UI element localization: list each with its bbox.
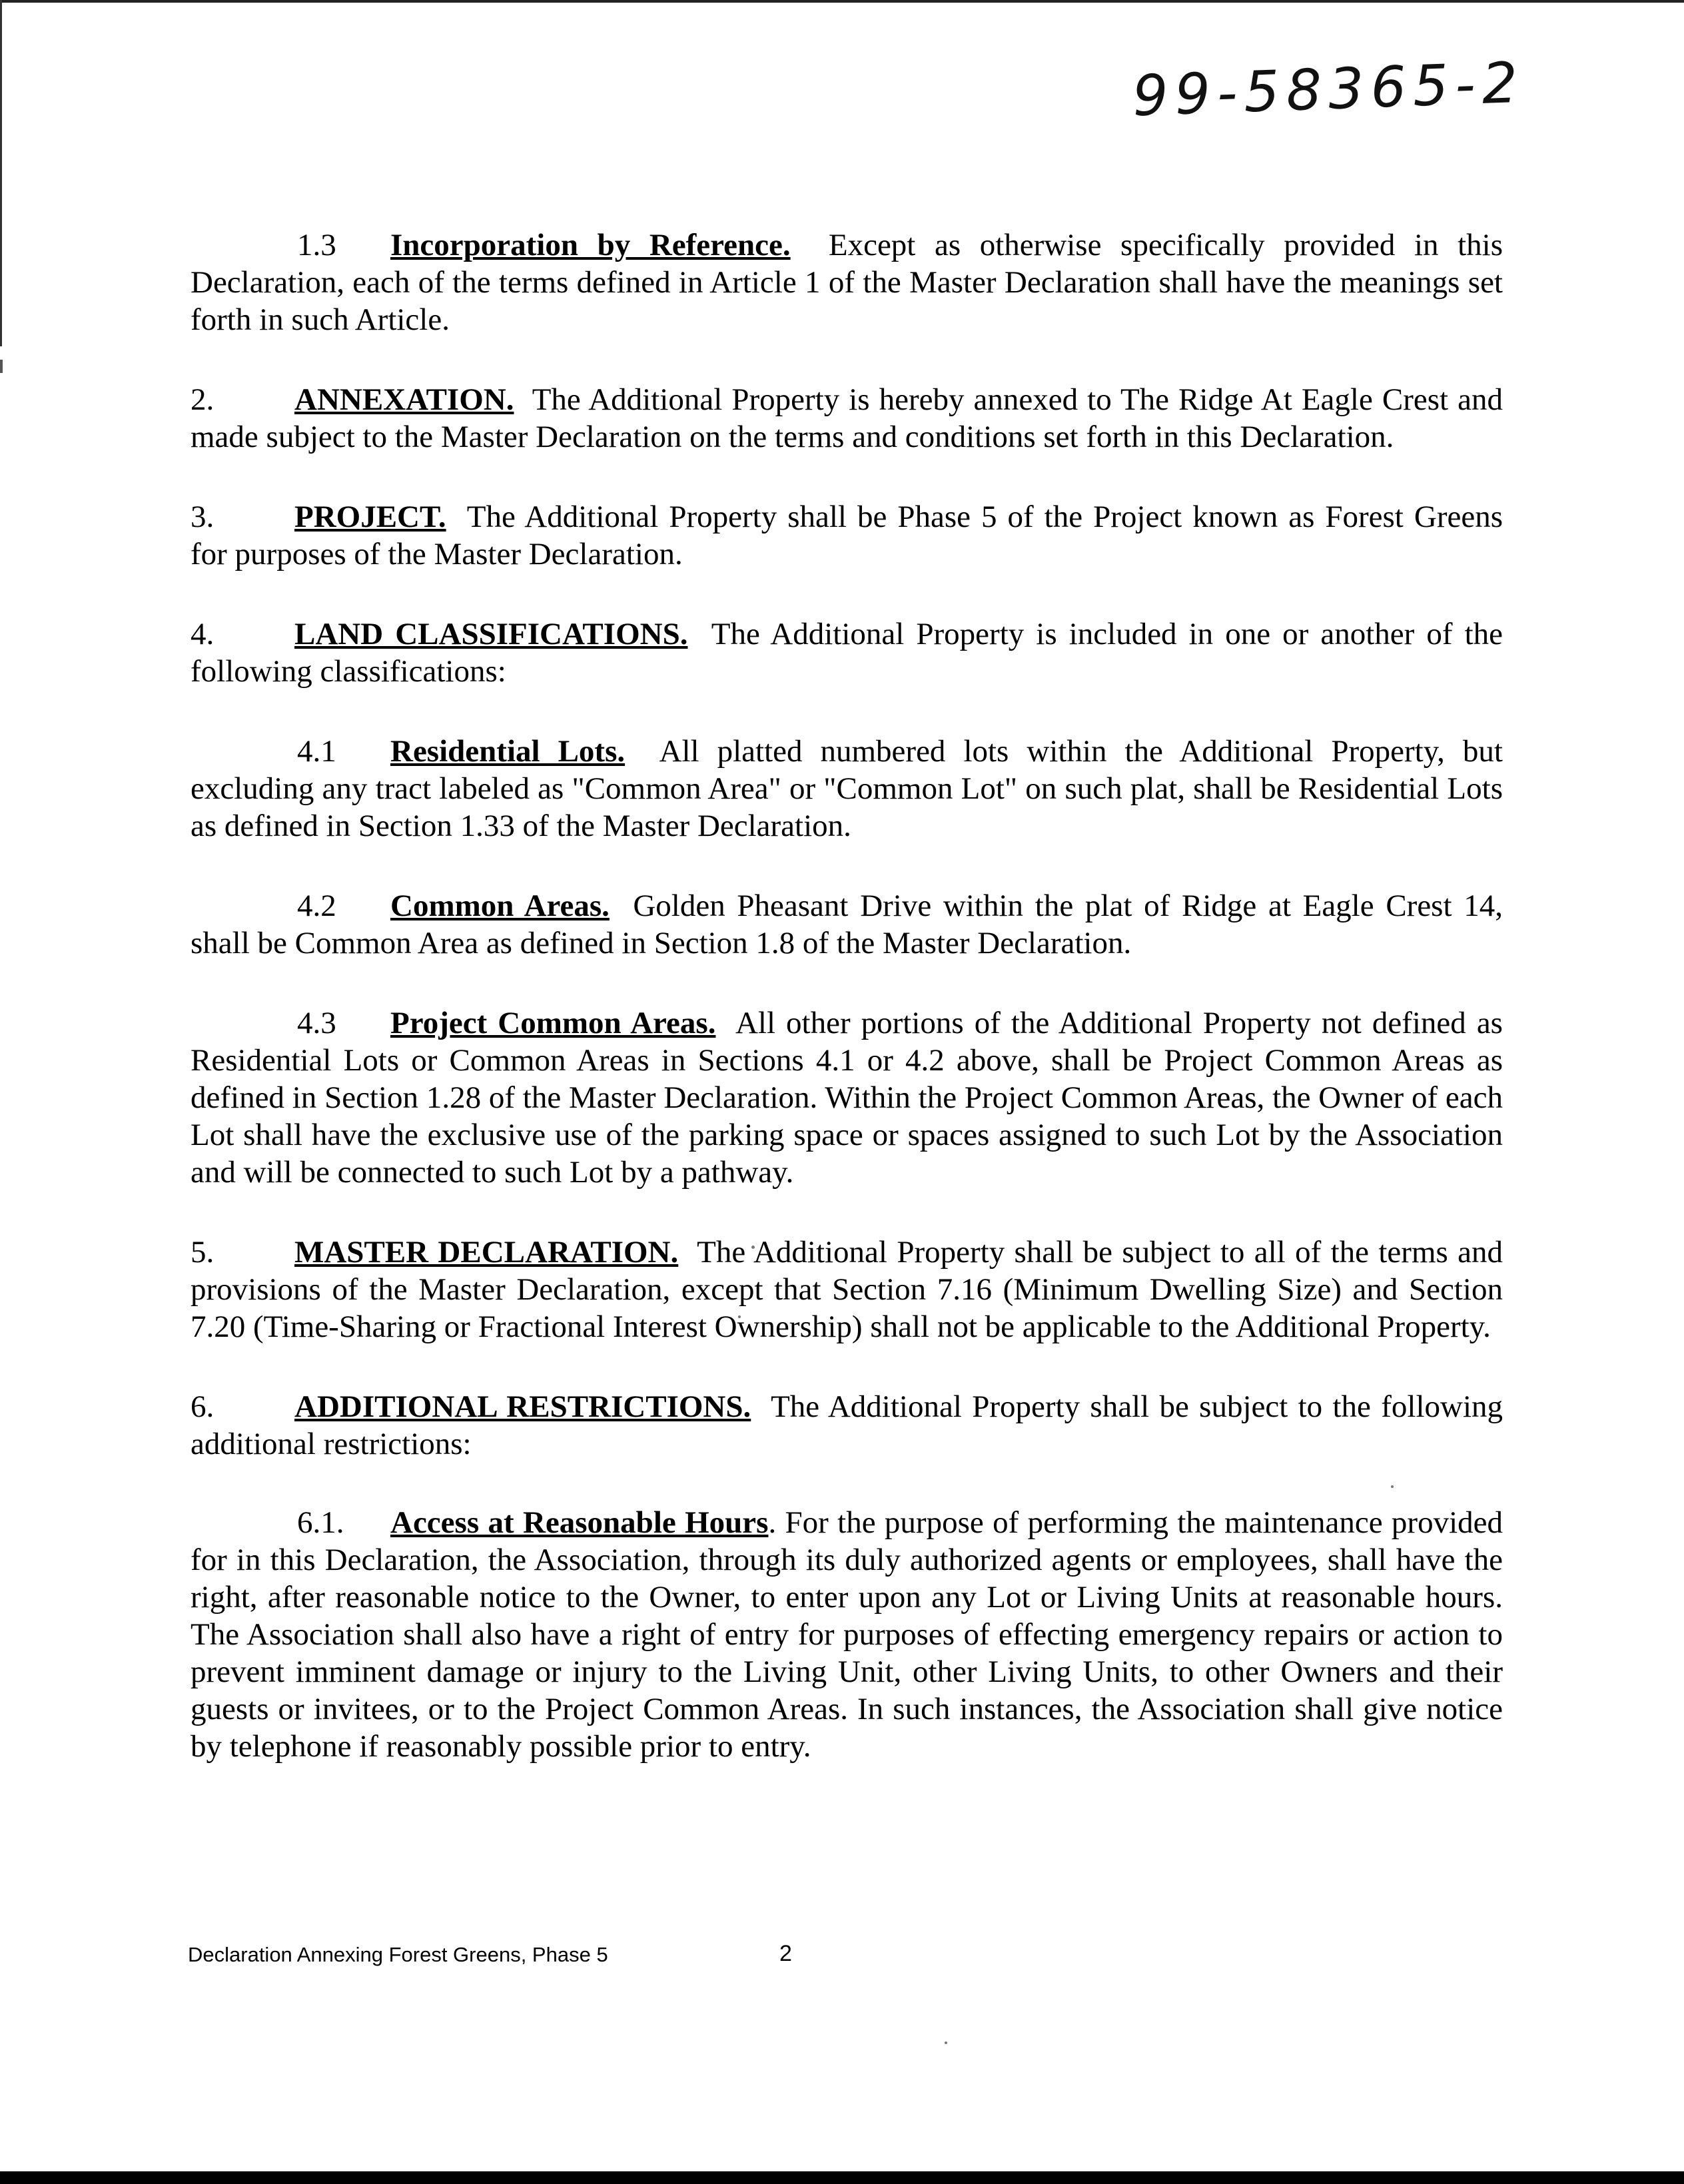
scan-edge-bottom bbox=[0, 2171, 1684, 2184]
section-6 bbox=[191, 1388, 1503, 1463]
section-3 bbox=[191, 498, 1503, 573]
section-number: 3. bbox=[191, 500, 214, 534]
section-number: 4.2 bbox=[297, 889, 336, 923]
section-text: The Additional Property shall be subject to the following additional restrictions: bbox=[191, 1389, 1503, 1461]
section-2 bbox=[191, 381, 1503, 456]
section-4 bbox=[191, 615, 1503, 690]
section-text: The Additional Property shall be Phase 5 of the Project known as Forest Greens for purposes of the Master Declaration. bbox=[191, 500, 1503, 571]
scan-speck bbox=[945, 2041, 947, 2044]
section-text: All platted numbered lots within the Additional Property, but excluding any tract labeled as "Common Area" or "Common Lot" on such plat, shall be Residential Lots as defined in Section 1.33 of the Master Declaration. bbox=[191, 734, 1503, 843]
section-number: 4.1 bbox=[297, 734, 336, 769]
section-heading: Incorporation by Reference. bbox=[390, 228, 791, 262]
section-text: . For the purpose of performing the maintenance provided for in this Declaration, the Association, through its duly authorized agents or employees, shall have the right, after reasonable notice to the Owner, to enter upon any Lot or Living Units at reasonable hours. The Association shall also have a right of entry for purposes of effecting emergency repairs or action to prevent imminent damage or injury to the Living Unit, other Living Units, to other Owners and their guests or invitees, or to the Project Common Areas. In such instances, the Association shall give notice by telephone if reasonably possible prior to entry. bbox=[191, 1505, 1503, 1764]
section-number: 1.3 bbox=[297, 228, 336, 262]
section-number: 6.1. bbox=[297, 1505, 344, 1540]
section-heading: Access at Reasonable Hours bbox=[390, 1505, 769, 1540]
section-text: Except as otherwise specifically provided in this Declaration, each of the terms defined in Article 1 of the Master Declaration shall have the meanings set forth in such Article. bbox=[191, 228, 1503, 337]
section-heading: ANNEXATION. bbox=[294, 382, 514, 417]
section-number: 4. bbox=[191, 617, 214, 651]
section-text: The Additional Property is included in one or another of the following classifications: bbox=[191, 617, 1503, 689]
footer-title: Declaration Annexing Forest Greens, Phase 5 bbox=[188, 1943, 608, 1966]
document-body bbox=[191, 226, 1503, 1765]
section-heading: Project Common Areas. bbox=[390, 1006, 716, 1040]
section-heading: ADDITIONAL RESTRICTIONS. bbox=[294, 1389, 751, 1424]
section-text: All other portions of the Additional Property not defined as Residential Lots or Common Areas in Sections 4.1 or 4.2 above, shall be Project Common Areas as defined in Section 1.28 of the Master Declaration. Within the Project Common Areas, the Owner of each Lot shall have the exclusive use of the parking space or spaces assigned to such Lot by the Association and will be connected to such Lot by a pathway. bbox=[191, 1006, 1503, 1190]
section-text: The Additional Property shall be subject to all of the terms and provisions of the Master Declaration, except that Section 7.16 (Minimum Dwelling Size) and Section 7.20 (Time-Sharing or Fractional Interest Ownership) shall not be applicable to the Additional Property. bbox=[191, 1235, 1503, 1344]
section-text: The Additional Property is hereby annexed to The Ridge At Eagle Crest and made subject to the Master Declaration on the terms and conditions set forth in this Declaration. bbox=[191, 382, 1503, 454]
section-number: 5. bbox=[191, 1235, 214, 1270]
scan-edge-left bbox=[0, 0, 2, 346]
section-heading: LAND CLASSIFICATIONS. bbox=[294, 617, 688, 651]
section-heading: Common Areas. bbox=[390, 889, 610, 923]
section-text: Golden Pheasant Drive within the plat of Ridge at Eagle Crest 14, shall be Common Area as defined in Section 1.8 of the Master Declaration. bbox=[191, 889, 1503, 960]
section-5 bbox=[191, 1234, 1503, 1345]
section-heading: PROJECT. bbox=[294, 500, 446, 534]
section-heading: MASTER DECLARATION. bbox=[294, 1235, 679, 1270]
section-6-1 bbox=[191, 1504, 1503, 1765]
section-1-3 bbox=[191, 226, 1503, 338]
section-heading: Residential Lots. bbox=[390, 734, 626, 769]
section-4-1 bbox=[191, 733, 1503, 845]
section-number: 6. bbox=[191, 1389, 214, 1424]
section-4-3 bbox=[191, 1004, 1503, 1191]
section-number: 4.3 bbox=[297, 1006, 336, 1040]
section-number: 2. bbox=[191, 382, 214, 417]
section-4-2 bbox=[191, 887, 1503, 962]
page-number: 2 bbox=[779, 1941, 792, 1966]
scan-mark bbox=[0, 360, 3, 373]
handwritten-document-number: 99-58365-2 bbox=[1131, 49, 1525, 129]
scan-edge-top bbox=[0, 0, 1684, 3]
